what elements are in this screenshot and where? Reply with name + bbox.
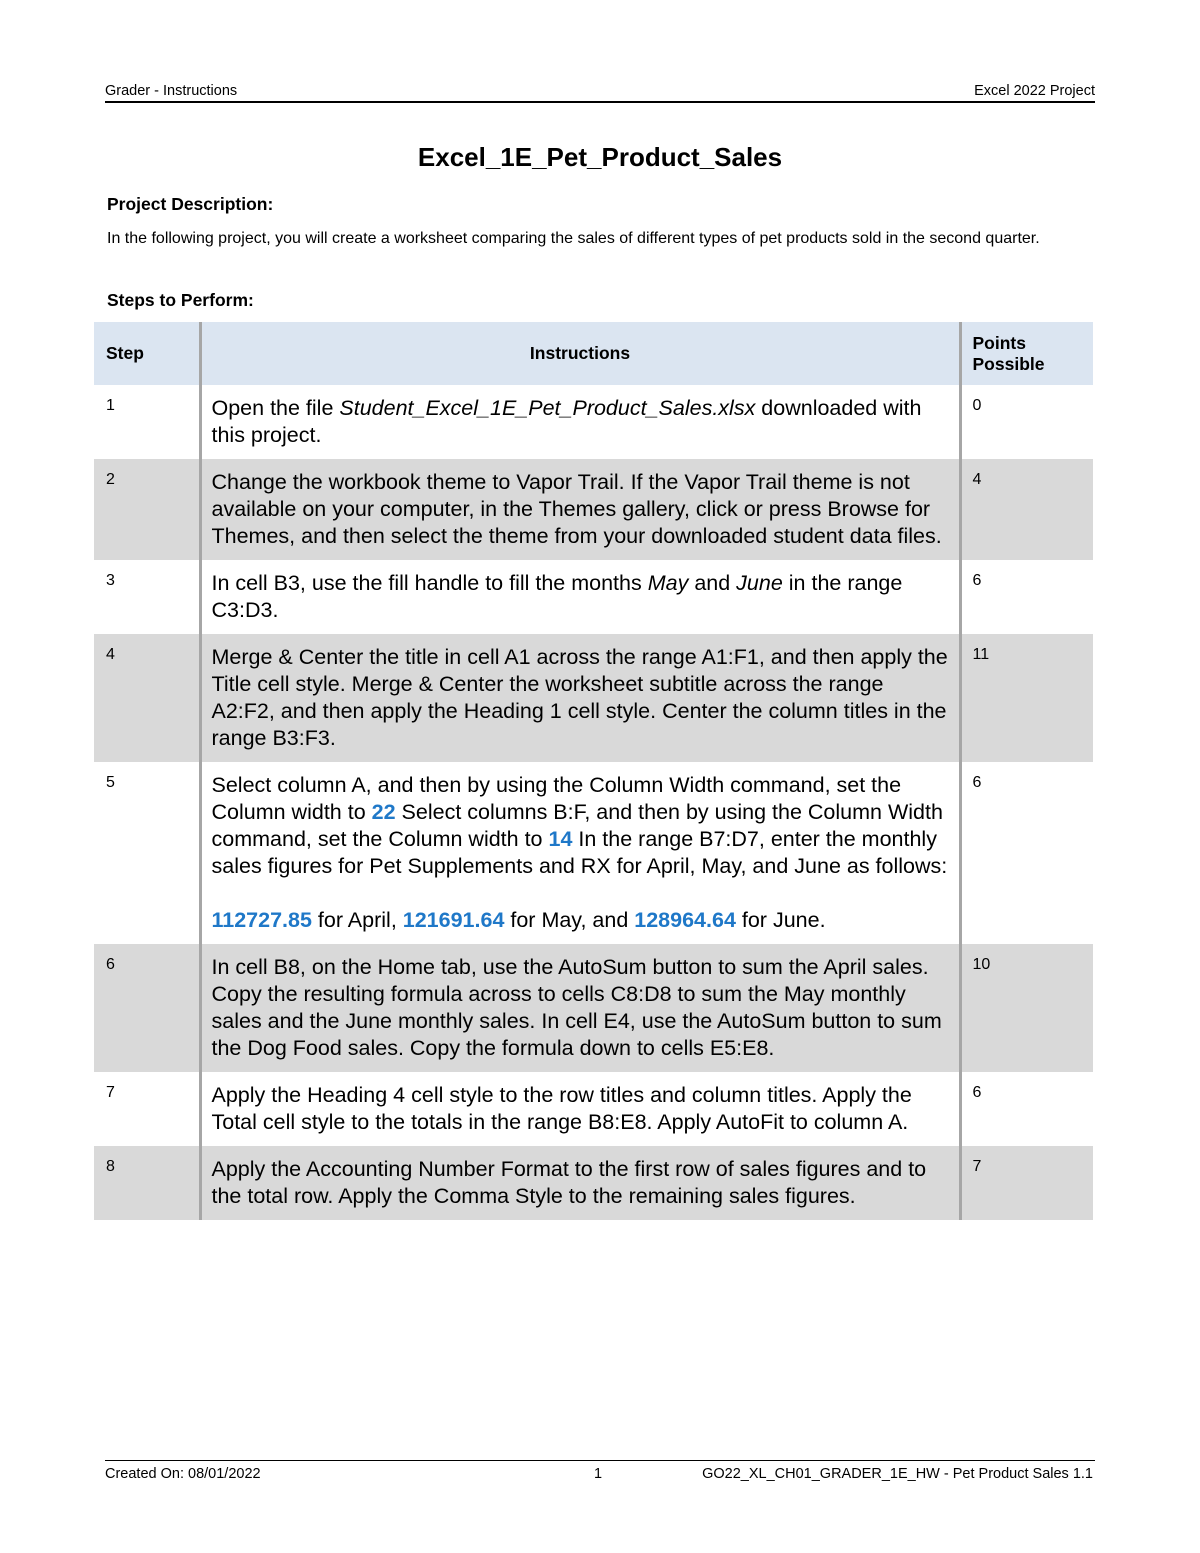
table-row [94, 634, 1093, 762]
table-row [94, 459, 1093, 560]
header-step: Step [106, 343, 144, 363]
step-number: 3 [106, 572, 115, 589]
steps-label: Steps to Perform: [107, 290, 254, 310]
step-number: 2 [106, 471, 115, 488]
highlighted-value: 112727.85 [211, 908, 312, 932]
italic-text: Student_Excel_1E_Pet_Product_Sales.xlsx [339, 396, 756, 420]
table-row [94, 1146, 1093, 1220]
points-possible: 0 [972, 397, 982, 414]
instruction-text: Change the workbook theme to Vapor Trail. If the Vapor Trail theme is not available on your computer, in the Themes gallery, click or press Browse for Themes, and then select the theme from your downloaded student data files. [211, 470, 942, 548]
points-possible: 6 [972, 572, 982, 589]
footer-page-number: 1 [594, 1466, 603, 1482]
instruction-text: Merge & Center the title in cell A1 across the range A1:F1, and then apply the Title cell style. Merge & Center the worksheet subtitle across the range A2:F2, and then apply the Heading 1 cell style. Center the column titles in the range B3:F3. [211, 645, 948, 750]
step-number: 4 [106, 646, 115, 663]
step-instructions [200, 1072, 960, 1146]
table-row [94, 1072, 1093, 1146]
instruction-text: for June. [735, 908, 826, 932]
points-possible: 11 [972, 646, 990, 663]
project-description-text: In the following project, you will create a worksheet comparing the sales of different types of pet products sold in the second quarter. [107, 230, 1040, 247]
header-rule [105, 101, 1095, 103]
table-row [94, 944, 1093, 1072]
step-number: 1 [106, 397, 115, 414]
table-row [94, 385, 1093, 459]
project-description-label: Project Description: [107, 194, 274, 214]
footer-rule [105, 1460, 1095, 1461]
highlighted-value: 128964.64 [634, 908, 736, 932]
header-instructions: Instructions [200, 322, 960, 385]
step-instructions [200, 560, 960, 634]
steps-table [94, 322, 1093, 1220]
step-instructions [200, 634, 960, 762]
step-number: 5 [106, 774, 115, 791]
header-points-text: Points Possible [972, 332, 1045, 374]
table-row [94, 762, 1093, 944]
instruction-text: In cell B3, use the fill handle to fill the months [211, 571, 648, 595]
instruction-text: Apply the Accounting Number Format to the first row of sales figures and to the total row. Apply the Comma Style to the remaining sales figures. [211, 1157, 927, 1208]
instruction-text: Apply the Heading 4 cell style to the row titles and column titles. Apply the Total cell style to the totals in the range B8:E8. Apply AutoFit to column A. [211, 1083, 912, 1134]
step-instructions [200, 385, 960, 459]
points-possible: 6 [972, 774, 982, 791]
highlighted-value: 22 [371, 800, 396, 824]
points-possible: 10 [972, 956, 991, 973]
step-instructions [200, 944, 960, 1072]
step-number: 7 [106, 1084, 115, 1101]
instruction-text: for May, and [504, 908, 635, 932]
step-instructions [200, 459, 960, 560]
points-possible: 6 [972, 1084, 982, 1101]
instruction-text: Select columns B:F, and then by using the Column Width command, set the Column width to [211, 800, 943, 851]
step-instructions [200, 762, 960, 944]
points-possible: 7 [972, 1158, 982, 1175]
footer-created-on: Created On: 08/01/2022 [105, 1466, 261, 1482]
highlighted-value: 14 [548, 827, 573, 851]
table-header-row [94, 322, 1093, 385]
instruction-text: in the range C3:D3. [211, 571, 903, 622]
steps-table-body [94, 385, 1093, 1220]
instruction-text: Open the file [211, 396, 340, 420]
italic-text: June [736, 571, 783, 595]
instruction-text: In cell B8, on the Home tab, use the AutoSum button to sum the April sales. Copy the resulting formula across to cells C8:D8 to sum the May monthly sales and the June monthly sales. In cell E4, use the AutoSum button to sum the Dog Food sales. Copy the formula down to cells E5:E8. [211, 955, 942, 1060]
instruction-text: for April, [311, 908, 403, 932]
instruction-text: In the range B7:D7, enter the monthly sales figures for Pet Supplements and RX for April, May, and June as follows: [211, 827, 948, 878]
highlighted-value: 121691.64 [402, 908, 505, 932]
table-row [94, 560, 1093, 634]
italic-text: May [647, 571, 689, 595]
header-right: Excel 2022 Project [974, 83, 1095, 99]
step-instructions [200, 1146, 960, 1220]
points-possible: 4 [972, 471, 982, 488]
header-left: Grader - Instructions [105, 83, 238, 99]
footer-document-id: GO22_XL_CH01_GRADER_1E_HW - Pet Product Sales 1.1 [702, 1466, 1093, 1482]
document-title: Excel_1E_Pet_Product_Sales [417, 142, 783, 172]
instruction-text: downloaded with this project. [211, 396, 922, 447]
instruction-text: Select column A, and then by using the Column Width command, set the Column width to [211, 773, 902, 824]
instruction-text: and [688, 571, 737, 595]
step-number: 6 [106, 956, 115, 973]
header-points [960, 322, 1093, 385]
step-number: 8 [106, 1158, 115, 1175]
